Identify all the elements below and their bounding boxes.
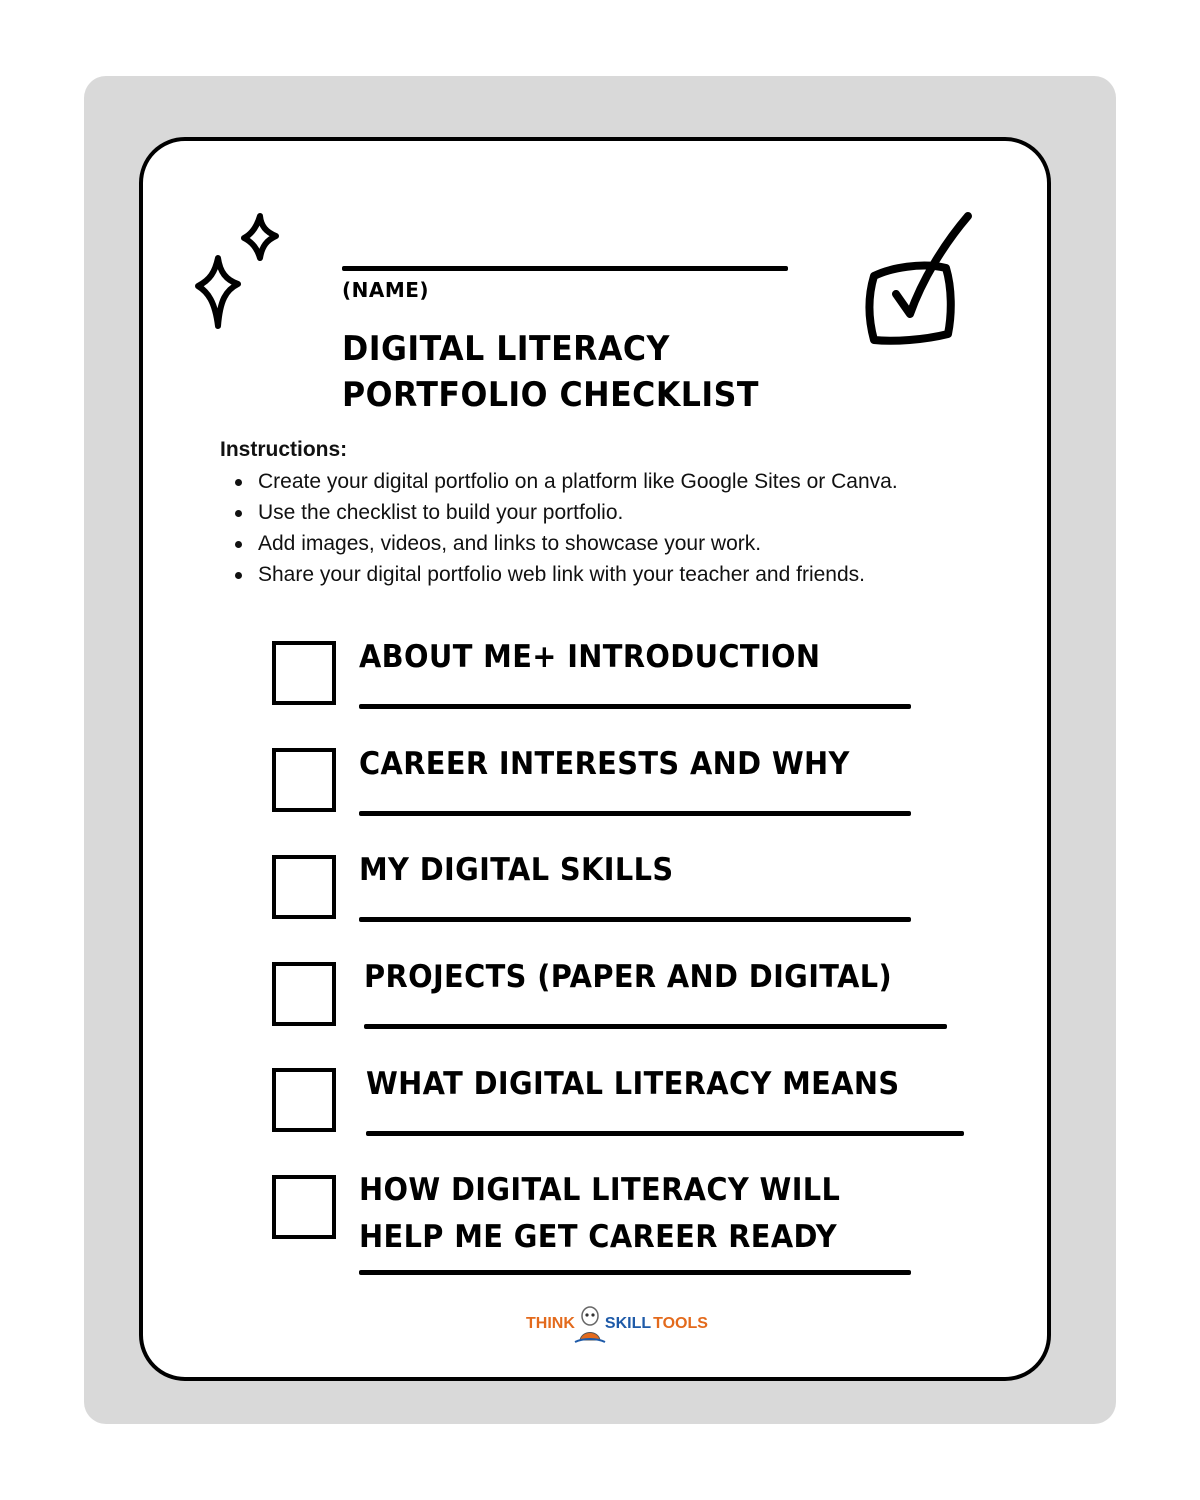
- logo-skill: SKILL: [604, 1315, 652, 1332]
- checkmark-box-icon: [860, 210, 978, 350]
- title-line-2: PORTFOLIO CHECKLIST: [342, 375, 759, 415]
- checklist-rule: [359, 1270, 911, 1275]
- checkbox[interactable]: [272, 962, 336, 1026]
- name-line[interactable]: [342, 266, 788, 271]
- logo-mascot-icon: [573, 1304, 607, 1344]
- instruction-item: Share your digital portfolio web link with your teacher and friends.: [258, 559, 1000, 590]
- checklist-label: CAREER INTERESTS AND WHY: [359, 746, 850, 782]
- instruction-item: Use the checklist to build your portfolio.: [258, 497, 1000, 528]
- instruction-item: Add images, videos, and links to showcase your work.: [258, 528, 1000, 559]
- logo-think: THINK: [526, 1315, 575, 1332]
- checklist-rule: [366, 1131, 964, 1136]
- checklist-label: ABOUT ME+ INTRODUCTION: [359, 639, 821, 675]
- instruction-item: Create your digital portfolio on a platform like Google Sites or Canva.: [258, 466, 1000, 497]
- checklist-rule: [364, 1024, 947, 1029]
- checkbox[interactable]: [272, 1068, 336, 1132]
- checkbox[interactable]: [272, 748, 336, 812]
- title-line-1: DIGITAL LITERACY: [342, 329, 670, 369]
- name-label: (NAME): [342, 278, 430, 302]
- bullet-icon: [235, 479, 242, 486]
- checkbox[interactable]: [272, 855, 336, 919]
- instructions-heading: Instructions:: [220, 438, 348, 461]
- checklist-label: PROJECTS (PAPER AND DIGITAL): [364, 959, 893, 995]
- instructions-list: [220, 466, 1000, 590]
- bullet-icon: [235, 572, 242, 579]
- bullet-icon: [235, 541, 242, 548]
- page-title: [342, 326, 759, 418]
- checklist-label: WHAT DIGITAL LITERACY MEANS: [366, 1066, 900, 1102]
- checklist-rule: [359, 704, 911, 709]
- logo-tools: TOOLS: [653, 1315, 708, 1332]
- checklist-label: HOW DIGITAL LITERACY WILL HELP ME GET CAREER READY: [359, 1172, 841, 1255]
- checkbox[interactable]: [272, 641, 336, 705]
- checkbox[interactable]: [272, 1175, 336, 1239]
- sparkles-icon: [190, 210, 290, 335]
- checklist-label: MY DIGITAL SKILLS: [359, 852, 674, 888]
- checklist-rule: [359, 811, 911, 816]
- brand-logo: [526, 1302, 708, 1346]
- checklist-rule: [359, 917, 911, 922]
- instructions: [220, 438, 1000, 590]
- bullet-icon: [235, 510, 242, 517]
